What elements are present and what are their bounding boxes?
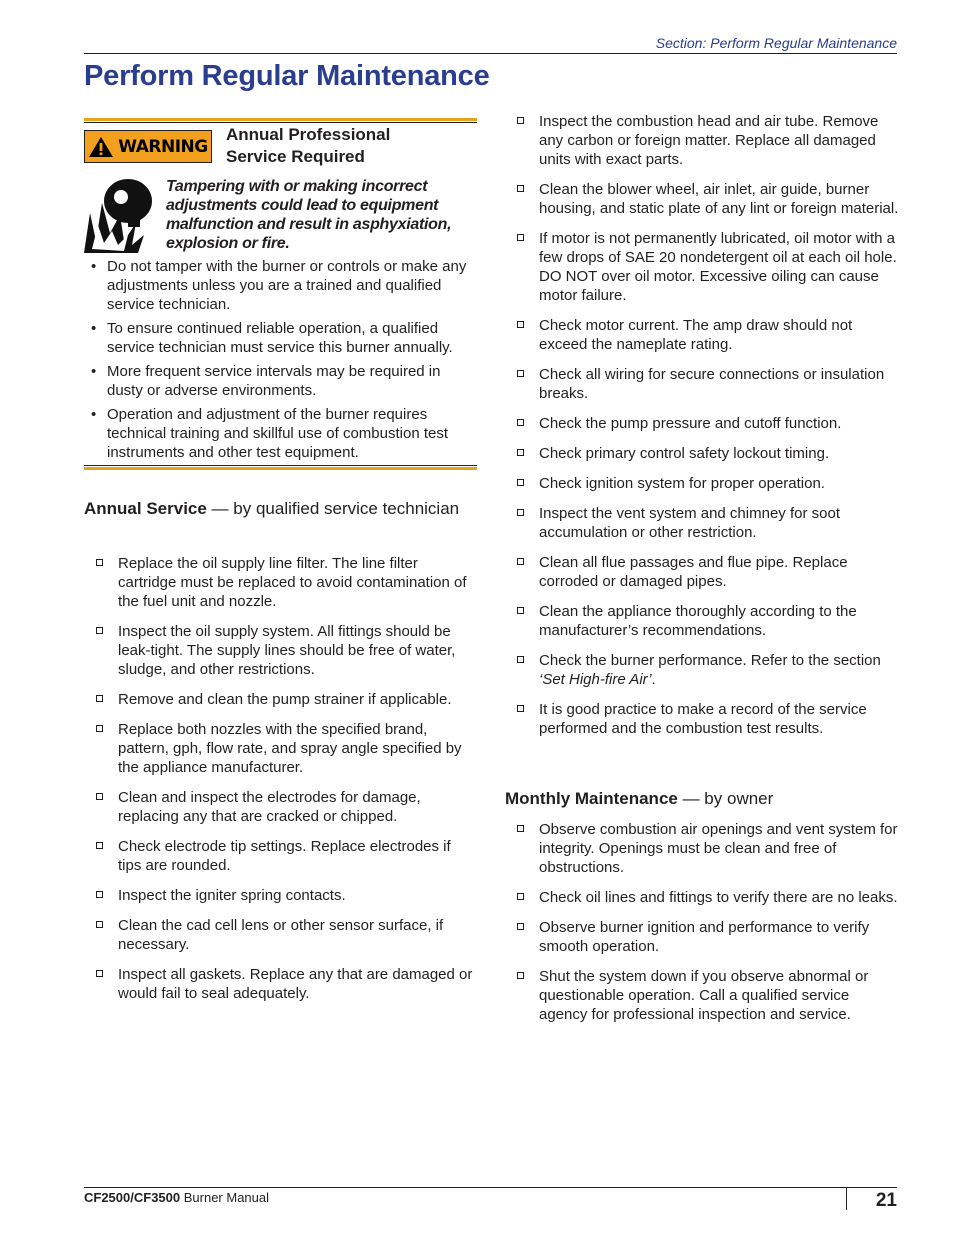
page-footer xyxy=(84,1187,897,1210)
checklist-item: Remove and clean the pump strainer if applicable. xyxy=(84,690,477,709)
checkbox-icon[interactable] xyxy=(517,705,524,712)
footer-manual-title xyxy=(84,1190,269,1205)
checklist-item: Clean all flue passages and flue pipe. Replace corroded or damaged pipes. xyxy=(505,553,900,591)
checkbox-icon[interactable] xyxy=(517,607,524,614)
checklist-item: Inspect the vent system and chimney for soot accumulation or other restriction. xyxy=(505,504,900,542)
monthly-maintenance-subtitle: — by owner xyxy=(677,789,774,808)
monthly-maintenance-heading xyxy=(505,787,895,810)
checklist-item: Check the pump pressure and cutoff function. xyxy=(505,414,900,433)
warning-bullets xyxy=(84,257,474,467)
checkbox-icon[interactable] xyxy=(517,558,524,565)
list-item: • More frequent service intervals may be required in dusty or adverse environments. xyxy=(84,362,474,400)
checkbox-icon[interactable] xyxy=(517,923,524,930)
checklist-item: Observe combustion air openings and vent system for integrity. Openings must be clean and free of obstructions. xyxy=(505,820,900,877)
list-item: • To ensure continued reliable operation, a qualified service technician must service this burner annually. xyxy=(84,319,474,357)
checklist-item: Inspect the oil supply system. All fittings should be leak-tight. The supply lines should be free of water, sludge, and other restrictions. xyxy=(84,622,477,679)
warning-box xyxy=(84,118,477,470)
checklist-item: Shut the system down if you observe abnormal or questionable operation. Call a qualified service agency for professional inspection and service. xyxy=(505,967,900,1024)
checklist-item: Check ignition system for proper operation. xyxy=(505,474,900,493)
checklist-item: If motor is not permanently lubricated, oil motor with a few drops of SAE 20 nondetergent oil at each oil hole. DO NOT over oil motor. Excessive oiling can cause motor failure. xyxy=(505,229,900,305)
checklist-item: Check primary control safety lockout timing. xyxy=(505,444,900,463)
explosion-hazard-icon xyxy=(84,175,160,255)
checkbox-icon[interactable] xyxy=(96,725,103,732)
warning-badge-label: WARNING xyxy=(118,136,208,157)
list-item: • Operation and adjustment of the burner requires technical training and skillful use of combustion test instruments and other test equipment. xyxy=(84,405,474,462)
checkbox-icon[interactable] xyxy=(96,695,103,702)
checkbox-icon[interactable] xyxy=(96,970,103,977)
checkbox-icon[interactable] xyxy=(517,117,524,124)
warning-heading-line2: Service Required xyxy=(226,147,365,166)
checkbox-icon[interactable] xyxy=(96,793,103,800)
checkbox-icon[interactable] xyxy=(517,509,524,516)
checklist-item: Clean the blower wheel, air inlet, air guide, burner housing, and static plate of any lint or foreign material. xyxy=(505,180,900,218)
checkbox-icon[interactable] xyxy=(517,449,524,456)
checkbox-icon[interactable] xyxy=(96,891,103,898)
checklist-item: Inspect the combustion head and air tube. Remove any carbon or foreign matter. Replace all damaged units with exact parts. xyxy=(505,112,900,169)
checkbox-icon[interactable] xyxy=(517,419,524,426)
annual-service-subtitle: — by qualified service technician xyxy=(206,499,460,518)
monthly-checklist xyxy=(505,820,900,1035)
warning-triangle-icon xyxy=(88,136,114,158)
checkbox-icon[interactable] xyxy=(517,893,524,900)
checklist-item: Inspect all gaskets. Replace any that are damaged or would fail to seal adequately. xyxy=(84,965,477,1003)
page-title: Perform Regular Maintenance xyxy=(84,60,490,92)
checklist-item: Check oil lines and fittings to verify there are no leaks. xyxy=(505,888,900,907)
checkbox-icon[interactable] xyxy=(96,559,103,566)
checkbox-icon[interactable] xyxy=(517,321,524,328)
hazard-text: Tampering with or making incorrect adjustments could lead to equipment malfunction and result in asphyxiation, explosion or fire. xyxy=(166,178,452,252)
checkbox-icon[interactable] xyxy=(517,234,524,241)
footer-divider xyxy=(846,1188,847,1210)
footer-manual: Burner Manual xyxy=(180,1190,270,1205)
checkbox-icon[interactable] xyxy=(517,656,524,663)
checklist-item: Clean the cad cell lens or other sensor surface, if necessary. xyxy=(84,916,477,954)
warning-heading xyxy=(226,124,466,168)
checklist-item: Replace both nozzles with the specified brand, pattern, gph, flow rate, and spray angle specified by the appliance manufacturer. xyxy=(84,720,477,777)
checklist-item: Check motor current. The amp draw should not exceed the nameplate rating. xyxy=(505,316,900,354)
checkbox-icon[interactable] xyxy=(517,370,524,377)
annual-checklist-left xyxy=(84,554,477,1014)
section-reference: ‘Set High-fire Air’ xyxy=(539,671,652,688)
checklist-item: Observe burner ignition and performance to verify smooth operation. xyxy=(505,918,900,956)
annual-checklist-right xyxy=(505,112,900,749)
checklist-item: Clean and inspect the electrodes for damage, replacing any that are cracked or chipped. xyxy=(84,788,477,826)
checkbox-icon[interactable] xyxy=(517,185,524,192)
checklist-item: Check the burner performance. Refer to the section ‘Set High-fire Air’. xyxy=(505,651,900,689)
checklist-item: Inspect the igniter spring contacts. xyxy=(84,886,477,905)
monthly-maintenance-title: Monthly Maintenance xyxy=(505,789,678,808)
checkbox-icon[interactable] xyxy=(96,842,103,849)
checkbox-icon[interactable] xyxy=(517,972,524,979)
checklist-item: Clean the appliance thoroughly according to the manufacturer’s recommendations. xyxy=(505,602,900,640)
checkbox-icon[interactable] xyxy=(96,921,103,928)
footer-model: CF2500/CF3500 xyxy=(84,1190,181,1205)
warning-badge xyxy=(84,130,212,163)
section-header: Section: Perform Regular Maintenance xyxy=(84,35,897,54)
annual-service-title: Annual Service xyxy=(84,499,207,518)
checklist-item: Check all wiring for secure connections or insulation breaks. xyxy=(505,365,900,403)
checklist-item: It is good practice to make a record of the service performed and the combustion test results. xyxy=(505,700,900,738)
annual-service-heading xyxy=(84,497,464,520)
checkbox-icon[interactable] xyxy=(517,825,524,832)
list-item: • Do not tamper with the burner or controls or make any adjustments unless you are a trained and qualified service technician. xyxy=(84,257,474,314)
page-number: 21 xyxy=(875,1190,897,1211)
warning-heading-line1: Annual Professional xyxy=(226,125,391,144)
checklist-item: Replace the oil supply line filter. The line filter cartridge must be replaced to avoid contamination of the fuel unit and nozzle. xyxy=(84,554,477,611)
checkbox-icon[interactable] xyxy=(517,479,524,486)
checklist-item: Check electrode tip settings. Replace electrodes if tips are rounded. xyxy=(84,837,477,875)
checkbox-icon[interactable] xyxy=(96,627,103,634)
